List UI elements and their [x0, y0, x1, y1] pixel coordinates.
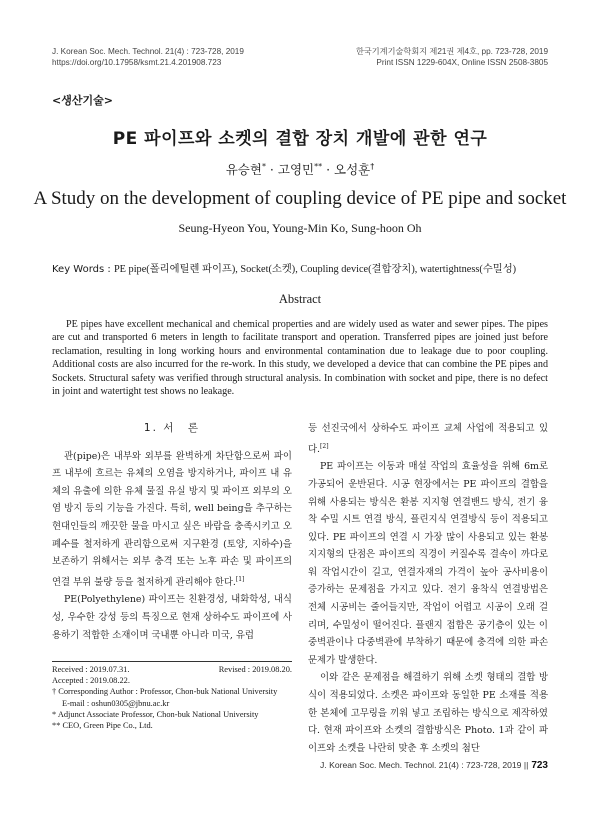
journal-citation: J. Korean Soc. Mech. Technol. 21(4) : 723-728, 2019: [52, 47, 244, 56]
running-header-right: [356, 46, 548, 68]
body-paragraph: [308, 420, 548, 458]
running-footer: [320, 760, 548, 771]
abstract-heading: Abstract: [278, 292, 322, 306]
footnote-divider: [52, 661, 292, 662]
author-3: 오성훈: [334, 162, 371, 177]
revised-date: Revised : 2019.08.20.: [218, 665, 292, 674]
author-1-mark: *: [261, 161, 266, 171]
author-separator: ·: [322, 162, 335, 177]
keywords-label: Key Words :: [52, 264, 114, 275]
issn-line: Print ISSN 1229-604X, Online ISSN 2508-3805: [376, 58, 548, 67]
body-column-right: [308, 420, 548, 757]
abstract-text: PE pipes have excellent mechanical and chemical properties and are widely used as water and sewer pipes. The pipes are cut and transported 6 meters in length to facilitate transport and operation. Transferred pipes are joined just before reclamation, resulting in long working hours and environmental contamination due to leakage due to poor coupling. Additional costs are also incurred for the re-work. In this study, we developed a device that can combine the PE pipes and Sockets. Structural safety was verified through structural analysis. In combination with socket and pipe, there is no defect in joint and watertight test shows no leakage.: [52, 319, 548, 398]
footer-citation: J. Korean Soc. Mech. Technol. 21(4) : 723-728, 2019 ||: [320, 760, 529, 770]
body-paragraph: 이와 같은 문제점을 해결하기 위해 소켓 형태의 결합 방식이 적용되었다. 소켓은 파이프와 동일한 PE 소재를 적용한 본체에 고무링을 끼워 넣고 조립하는 방식으로 제작하였다. 현재 파이프와 소켓의 결합방식은 Photo. 1과 같이 파이프와 소켓을 나란히 맞춘 후 소켓의 첨단: [308, 672, 548, 754]
accepted-date: Accepted : 2019.08.22.: [52, 676, 130, 686]
section-heading-introduction: 1. 서 론: [143, 422, 201, 434]
footnote-author-2: ** CEO, Green Pipe Co., Ltd.: [52, 721, 153, 731]
author-1: 유승현: [225, 162, 262, 177]
author-2: 고영민: [277, 162, 315, 177]
received-date: Received : 2019.07.31.: [52, 665, 130, 674]
page-number: 723: [531, 760, 548, 771]
citation-ref[interactable]: [2]: [320, 442, 329, 450]
paragraph-text: 등 선진국에서 상하수도 파이프 교체 사업에 적용되고 있다.: [308, 423, 548, 455]
body-paragraph: PE(Polyethylene) 파이프는 친환경성, 내화학성, 내식성, 우수한 강성 등의 특징으로 현재 상하수도 파이프에 사용하기 적합한 소재이며 국내뿐 아니라 미국, 유럽: [52, 594, 292, 641]
doi-link[interactable]: https://doi.org/10.17958/ksmt.21.4.201908.723: [52, 58, 222, 67]
paragraph-text: 관(pipe)은 내부와 외부를 완벽하게 차단함으로써 파이프 내부에 흐르는 유체의 오염을 방지하거나, 파이프 내 유체의 유출에 의한 유체 물질 유실 방지 및 파이프 외부의 오염 방지 등의 기능을 가진다. 특히, well being을 추구하는 현대인들의 깨끗한 물을 마시고 싶은 바람을 충족시키고 오폐수를 철저하게 관리함으로써 지구환경 (토양, 지하수)을 보존하기 위해서는 외부 충격 또는 노후 파손 및 파이프의 연결 부위 불량 등을 철저하게 관리해야 한다.: [52, 450, 292, 588]
keywords: [52, 260, 552, 275]
body-paragraph: [52, 448, 292, 592]
section-tag: <생산기술>: [52, 94, 113, 107]
paper-title-korean: PE 파이프와 소켓의 결합 장치 개발에 관한 연구: [112, 129, 488, 149]
paper-title-english: A Study on the development of coupling device of PE pipe and socket: [33, 188, 567, 209]
footnotes: [52, 664, 292, 731]
citation-ref[interactable]: [1]: [235, 575, 245, 583]
dates-row: [52, 664, 292, 675]
authors-english: Seung-Hyeon You, Young-Min Ko, Sung-hoon Oh: [178, 221, 422, 235]
author-3-mark: †: [370, 161, 375, 171]
corresponding-author: † Corresponding Author : Professor, Chon-buk National University: [52, 687, 278, 697]
footnote-author-1: * Adjunct Associate Professor, Chon-buk National University: [52, 709, 259, 719]
keywords-text: PE pipe(폴리에틸렌 파이프), Socket(소켓), Coupling device(결합장치), watertightness(수밀성): [113, 264, 517, 275]
body-column-left: [52, 420, 292, 644]
author-email[interactable]: E-mail : oshun0305@jbnu.ac.kr: [62, 698, 170, 708]
author-2-mark: **: [314, 161, 323, 171]
running-header-left: [52, 46, 244, 68]
author-separator: ·: [265, 162, 278, 177]
body-paragraph: PE 파이프는 이동과 매설 작업의 효율성을 위해 6m로 가공되어 운반된다. 시공 현장에서는 PE 파이프의 결합을 위해 사용되는 방식은 환봉 지지형 연결밴드 방식, 전기 융착 수밀 시트 연결 방식, 플린지식 연결방식 등이 적용되고 있다. PE 파이프의 연결 시 가장 많이 사용되고 있는 환봉 지지형의 단점은 파이프의 직경이 커질수록 결속이 까다로워 작업시간이 길고, 연결자재의 가격이 높아 공사비용이 증가하는 문제점을 가지고 있다. 전기 융착식 연결방법은 전체 시공비는 줄어들지만, 작업이 어렵고 시공이 오래 걸리며, 수밀성이 떨어진다. 플랜지 접합은 공기층이 있는 이중벽관이나 다중벽관에 부착하기 때문에 충격에 의한 파손 문제가 발생한다.: [308, 461, 548, 666]
journal-citation-ko: 한국기계기술학회지 제21권 제4호, pp. 723-728, 2019: [355, 47, 548, 56]
authors-korean: [0, 160, 600, 178]
